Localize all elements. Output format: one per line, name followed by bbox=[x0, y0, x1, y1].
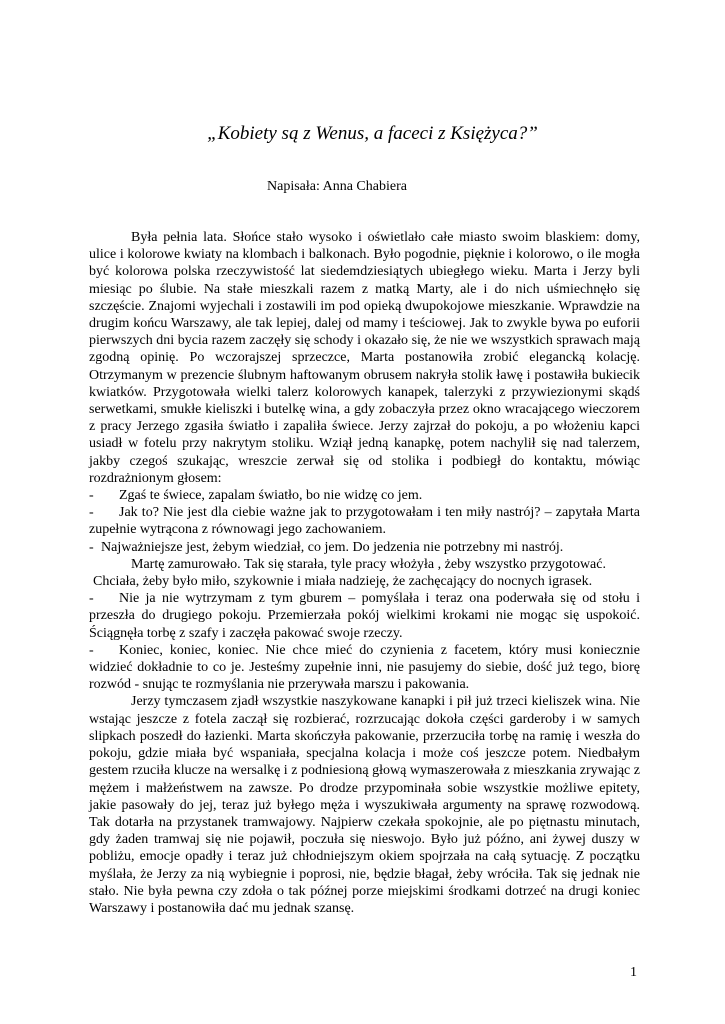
dialogue-dash: - bbox=[89, 505, 94, 521]
paragraph bbox=[89, 693, 640, 917]
dialogue-dash: - bbox=[89, 539, 94, 555]
paragraph bbox=[89, 556, 640, 573]
document-title: „Kobiety są z Wenus, a faceci z Księżyca?” bbox=[207, 123, 538, 144]
story-body bbox=[89, 229, 640, 917]
paragraph-text: Chciała, żeby było miło, szykownie i miała nadzieję, że zachęcający do nocnych igrasek. bbox=[93, 574, 593, 590]
dialogue-dash: - bbox=[89, 591, 94, 607]
dialogue-line bbox=[89, 642, 640, 694]
dialogue-line bbox=[89, 539, 640, 556]
paragraph-text: Była pełnia lata. Słońce stało wysoko i oświetlało całe miasto swoim blaskiem: domy, ulice i kolorowe kwiaty na klombach i balkonach. Było pogodnie, pięknie i kolorowo, o ile mogła być kolorowa polska rzeczywistość lat siedemdziesiątych ubiegłego wieku. Marta i Jerzy byli miesiąc po ślubie. Na stałe mieszkali razem z matką Marty, ale i do nich uśmiechnęło się szczęście. Znajomi wyjechali i zostawili im pod opieką dwupokojowe mieszkanie. Wprawdzie na drugim końcu Warszawy, ale tak lepiej, dalej od mamy i teściowej. Jak to zwykle bywa po euforii pierwszych dni bycia razem zaczęły się schody i okazało się, że nie we wszystkich sprawach mają zgodną opinię. Po wczorajszej sprzeczce, Marta postanowiła zrobić elegancką kolację. Otrzymanym w prezencie ślubnym haftowanym obrusem nakryła stolik ławę i postawiła bukiecik kwiatków. Przygotowała wielki talerz kolorowych kanapek, talerzyki z przywiezionymi skądś serwetkami, smukłe kieliszki i butelkę wina, a gdy zobaczyła przez okno wracającego wieczorem z pracy Jerzego zgasiła światło i zapaliła świece. Jerzy zajrzał do pokoju, a po włożeniu kapci usiadł w fotelu przy nakrytym stoliku. Wziął jedną kanapkę, potem nachylił się nad talerzem, jakby czegoś szukając, wreszcie zerwał się od stolika i podbiegł do kontaktu, mówiąc rozdrażnionym głosem: bbox=[89, 230, 640, 486]
paragraph bbox=[89, 573, 640, 590]
paragraph-text: Zgaś te świece, zapalam światło, bo nie widzę co jem. bbox=[119, 488, 423, 504]
dialogue-line bbox=[89, 487, 640, 504]
paragraph-text: Jerzy tymczasem zjadł wszystkie naszykowane kanapki i pił już trzeci kieliszek wina. Nie wstając jeszcze z fotela zaczął się rozbierać, rozrzucając dokoła części garderoby i w samych slipkach poszedł do łazienki. Marta skończyła pakowanie, przerzuciła torbę na ramię i weszła do pokoju, gdzie miała być wspaniała, specjalna kolacja i może coś jeszcze potem. Niedbałym gestem rzuciła klucze na wersalkę i z podniesioną głową wymaszerowała z mieszkania zrywając z mężem i małżeństwem na zawsze. Po drodze przypominała sobie wszystkie możliwe epitety, jakie pasowały do jej, teraz już byłego męża i wyszukiwała argumenty na sprawę rozwodową. Tak dotarła na przystanek tramwajowy. Najpierw czekała spokojnie, ale po piętnastu minutach, gdy żaden tramwaj się nie pojawił, poczuła się nieswojo. Było już późno, ani żywej duszy w pobliżu, emocje opadły i teraz już chłodniejszym okiem spojrzała na całą sytuację. Z początku myślała, że Jerzy za nią wybiegnie i poprosi, nie, będzie błagał, żeby wróciła. Tak się jednak nie stało. Nie była pewna czy zdoła o tak późnej porze miejskimi środkami dotrzeć na drugi koniec Warszawy i postanowiła dać mu jednak szansę. bbox=[89, 694, 640, 916]
paragraph-text: Jak to? Nie jest dla ciebie ważne jak to przygotowałam i ten miły nastrój? – zapytała Marta zupełnie wytrącona z równowagi jego zachowaniem. bbox=[89, 505, 640, 538]
author-line: Napisała: Anna Chabiera bbox=[267, 179, 407, 194]
paragraph bbox=[89, 229, 640, 487]
dialogue-line bbox=[89, 590, 640, 642]
paragraph-text: Najważniejsze jest, żebym wiedział, co jem. Do jedzenia nie potrzebny mi nastrój. bbox=[101, 539, 564, 555]
dialogue-line bbox=[89, 504, 640, 538]
dialogue-dash: - bbox=[89, 488, 94, 504]
paragraph-text: Koniec, koniec, koniec. Nie chce mieć do czynienia z facetem, który musi koniecznie widzieć dokładnie to co je. Jesteśmy zupełnie inni, nie pasujemy do siebie, dość już tego, biorę rozwód - snując te rozmyślania nie przerywała marszu i pakowania. bbox=[89, 642, 640, 693]
paragraph-text: Martę zamurowało. Tak się starała, tyle pracy włożyła , żeby wszystko przygotować. bbox=[131, 556, 606, 572]
paragraph-text: Nie ja nie wytrzymam z tym gburem – pomyślała i teraz ona poderwała się od stołu i przeszła do drugiego pokoju. Przemierzała pokój wielkimi krokami nie mogąc się uspokoić. Ściągnęła torbę z szafy i zaczęła pakować swoje rzeczy. bbox=[89, 591, 640, 641]
dialogue-dash: - bbox=[89, 642, 94, 658]
page-number: 1 bbox=[630, 965, 637, 980]
